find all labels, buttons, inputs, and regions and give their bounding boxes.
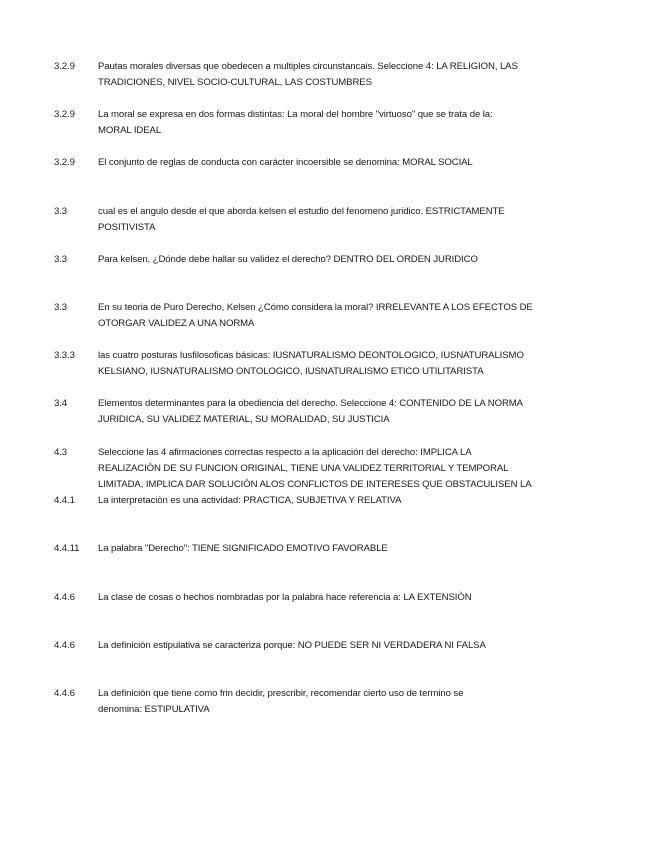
item-number: 3.3 [54, 254, 68, 265]
list-item [54, 686, 584, 718]
item-text: La moral se expresa en dos formas distintas: La moral del hombre "virtuoso" que se trata de la: MORAL IDEAL [98, 109, 493, 136]
item-number: 4.4.11 [54, 543, 80, 554]
item-number: 3.3.3 [54, 350, 75, 361]
item-text: La definiciòn que tiene como frin decidir, prescribir, recomendar cierto uso de termino se denomina: ESTIPULATIVA [98, 688, 464, 715]
item-number: 4.3 [54, 447, 68, 458]
list-item [54, 348, 584, 380]
item-text: Para kelsen, ¿Dónde debe hallar su validez el derecho? DENTRO DEL ORDEN JURIDICO [98, 254, 478, 265]
item-number: 4.4.1 [54, 495, 75, 506]
item-number: 3.3 [54, 206, 68, 217]
item-text: El conjunto de reglas de conducta con carácter incoersible se denomina: MORAL SOCIAL [98, 157, 473, 168]
item-text: Pautas morales diversas que obedecen a multiples circunstancais. Seleccione 4: LA RELIGION, LAS TRADICIONES, NIVEL SOCIO-CULTURAL, LAS COSTUMBRES [98, 61, 518, 88]
list-item [54, 396, 584, 428]
item-number: 3.2.9 [54, 61, 75, 72]
item-text: La clase de cosas o hechos nombradas por la palabra hace referencia a: LA EXTENSIÒN [98, 592, 472, 603]
list-item [54, 445, 584, 493]
list-item [54, 541, 584, 557]
list-item [54, 252, 584, 268]
item-text: En su teoria de Puro Derecho, Kelsen ¿Cómo considera la moral? IRRELEVANTE A LOS EFECTOS DE OTORGAR VALIDEZ A UNA NORMA [98, 302, 533, 329]
list-item [54, 300, 584, 332]
item-text: Seleccione las 4 afirmaciones correctas respecto a la aplicación del derecho: IMPLICA LA REALIZACIÒN DE SU FUNCION ORIGINAL, TIENE UNA VALIDEZ TERRITORIAL Y TEMPORAL LIMITADA, IMPLICA DAR SOLUCIÒN ALOS CONFLICTOS DE INTERESES QUE OBSTACULISEN LA [98, 447, 532, 490]
item-number: 4.4.6 [54, 592, 75, 603]
item-text: La interpretaciòn es una actividad: PRACTICA, SUBJETIVA Y RELATIVA [98, 495, 402, 506]
list-item [54, 155, 584, 171]
item-number: 4.4.6 [54, 640, 75, 651]
list-item [54, 107, 584, 139]
list-item [54, 590, 584, 606]
item-text: La palabra "Derecho": TIENE SIGNIFICADO EMOTIVO FAVORABLE [98, 543, 388, 554]
item-number: 3.2.9 [54, 157, 75, 168]
list-item [54, 204, 584, 236]
item-number: 3.4 [54, 398, 68, 409]
item-number: 3.3 [54, 302, 68, 313]
list-item [54, 59, 584, 91]
list-item [54, 493, 584, 509]
item-text: cual es el angulo desde el que aborda kelsen el estudio del fenomeno juridico. ESTRICTAMENTE POSITIVISTA [98, 206, 505, 233]
list-item [54, 638, 584, 654]
item-number: 4.4.6 [54, 688, 75, 699]
item-number: 3.2.9 [54, 109, 75, 120]
item-text: las cuatro posturas Iusfilosoficas básicas: IUSNATURALISMO DEONTOLOGICO, IUSNATURALISMO KELSIANO, IUSNATURALISMO ONTOLOGICO, IUSNATURALISMO ETICO UTILITARISTA [98, 350, 524, 377]
item-text: La definiciòn estipulativa se caracteriza porque: NO PUEDE SER NI VERDADERA NI FALSA [98, 640, 486, 651]
item-text: Elementos determinantes para la obediencia del derecho. Seleccione 4: CONTENIDO DE LA NORMA JURIDICA, SU VALIDEZ MATERIAL, SU MORALIDAD, SU JUSTICIA [98, 398, 523, 425]
